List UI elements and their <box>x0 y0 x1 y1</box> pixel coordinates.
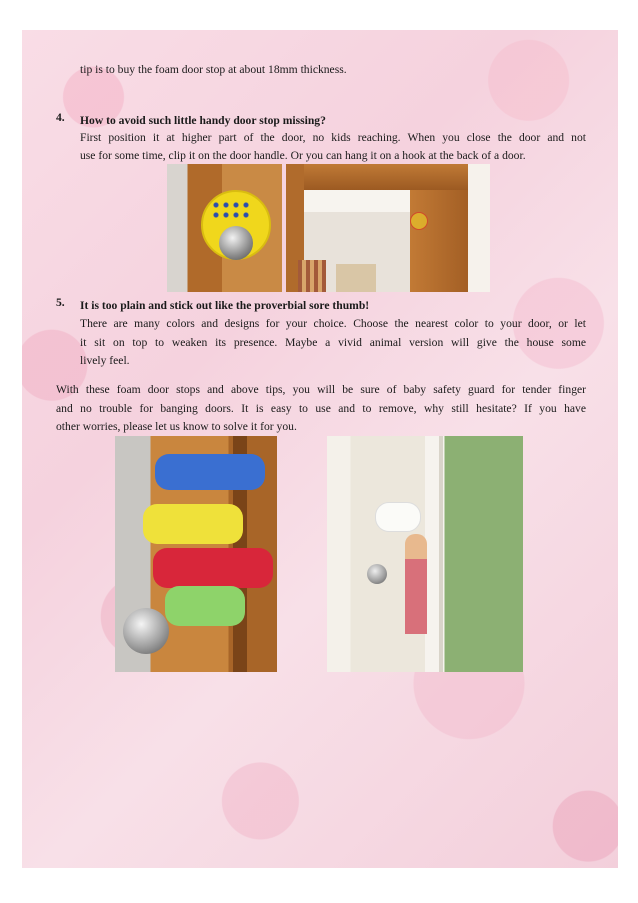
green-foam-stop <box>165 586 245 626</box>
wall-shelf <box>298 260 326 292</box>
red-foam-stop <box>153 548 273 588</box>
door-gap <box>439 436 443 672</box>
item-5-number: 5. <box>56 296 65 309</box>
door-knob <box>219 226 253 260</box>
item-5-line-3: lively feel. <box>80 354 130 367</box>
door-knob <box>123 608 169 654</box>
ceiling <box>304 190 410 212</box>
item-4-line-2: use for some time, clip it on the door handle. Or you can hang it on a hook at the back of a door. <box>80 149 526 162</box>
closing-line-3: other worries, please let us know to solve it for you. <box>56 420 297 433</box>
wall <box>468 164 490 292</box>
intro-line: tip is to buy the foam door stop at about 18mm thickness. <box>80 63 347 76</box>
foam-pattern <box>211 200 251 220</box>
item-5-line-2: it sit on top to weaken its presence. Maybe a vivid animal version will give the house some <box>80 336 586 349</box>
door-handle-photo <box>167 164 282 292</box>
door-knob <box>367 564 387 584</box>
item-4-number: 4. <box>56 111 65 124</box>
item-4-line-1: First position it at higher part of the door, no kids reaching. When you close the door and not <box>80 131 586 144</box>
item-4-title: How to avoid such little handy door stop missing? <box>80 114 326 127</box>
wall-poster <box>336 264 376 292</box>
closing-line-2: and no trouble for banging doors. It is easy to use and to remove, why still hesitate? If you have <box>56 402 586 415</box>
colorful-stops-photo <box>115 436 277 672</box>
yellow-foam-stop <box>143 504 243 544</box>
blue-foam-stop <box>155 454 265 490</box>
white-foam-stop <box>375 502 421 532</box>
child-figure <box>405 534 427 634</box>
item-5-line-1: There are many colors and designs for your choice. Choose the nearest color to your door, or let <box>80 317 586 330</box>
white-door-child-photo <box>327 436 523 672</box>
document-page <box>22 30 618 868</box>
open-door <box>410 190 468 292</box>
item-5-title: It is too plain and stick out like the proverbial sore thumb! <box>80 299 370 312</box>
closing-line-1: With these foam door stops and above tips, you will be sure of baby safety guard for tender finger <box>56 383 586 396</box>
doorframe-photo <box>286 164 490 292</box>
highlight-circle <box>410 212 428 230</box>
frame-top <box>286 164 490 190</box>
